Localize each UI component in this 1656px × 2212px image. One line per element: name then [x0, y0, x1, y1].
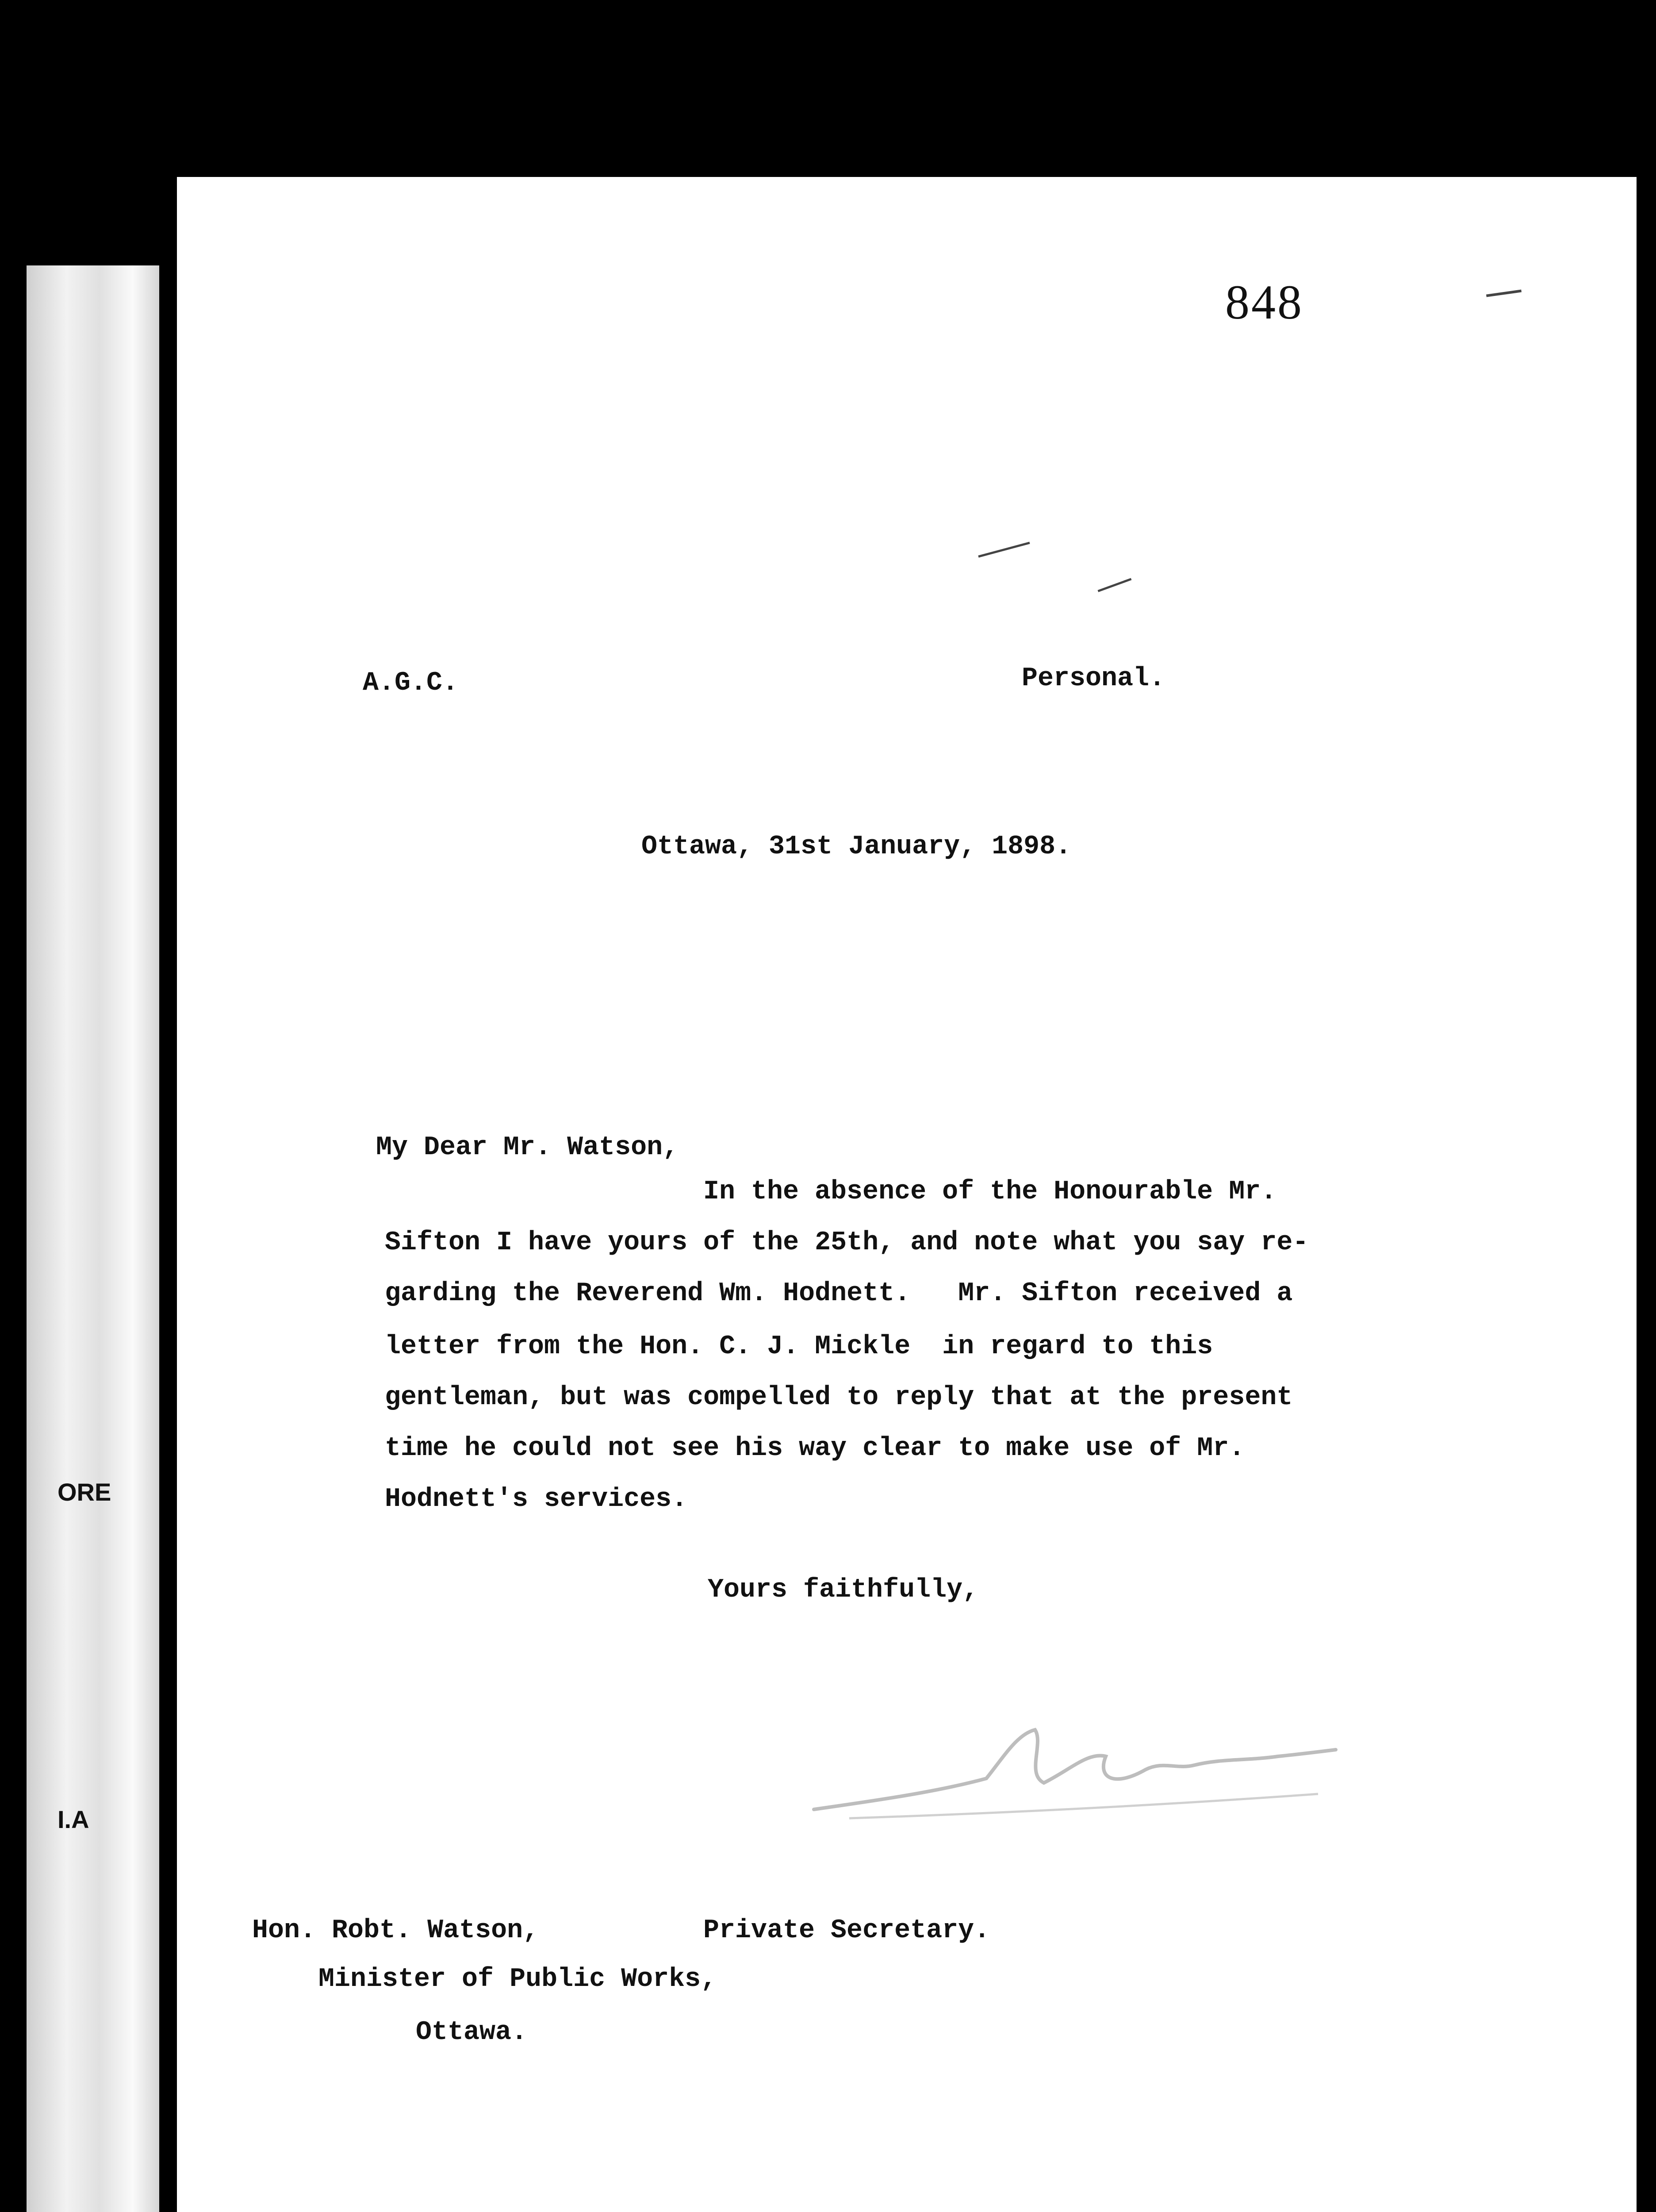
body-line: In the absence of the Honourable Mr. [703, 1177, 1277, 1207]
body-line: Hodnett's services. [385, 1484, 688, 1514]
body-line: letter from the Hon. C. J. Mickle in regard to this [385, 1332, 1213, 1362]
binder-mark: ORE [58, 1478, 111, 1506]
date-line: Ottawa, 31st January, 1898. [641, 832, 1072, 862]
header-code: A.G.C. [363, 668, 459, 698]
binder-strip [27, 265, 159, 2212]
signer-title: Private Secretary. [703, 1916, 990, 1946]
addressee-name: Hon. Robt. Watson, [252, 1916, 539, 1946]
addressee-title: Minister of Public Works, [318, 1964, 717, 1994]
body-line: Sifton I have yours of the 25th, and note what you say re- [385, 1228, 1309, 1258]
binder-mark: I.A [58, 1805, 89, 1833]
body-line: gentleman, but was compelled to reply that at the present [385, 1382, 1293, 1413]
addressee-city: Ottawa. [416, 2017, 528, 2047]
signature-image [796, 1703, 1349, 1836]
body-line: garding the Reverend Wm. Hodnett. Mr. Sifton received a [385, 1279, 1293, 1309]
closing: Yours faithfully, [708, 1575, 979, 1605]
body-line: time he could not see his way clear to make use of Mr. [385, 1433, 1245, 1463]
salutation: My Dear Mr. Watson, [376, 1133, 679, 1163]
page-number: 848 [1225, 275, 1303, 329]
header-personal: Personal. [1022, 664, 1165, 694]
